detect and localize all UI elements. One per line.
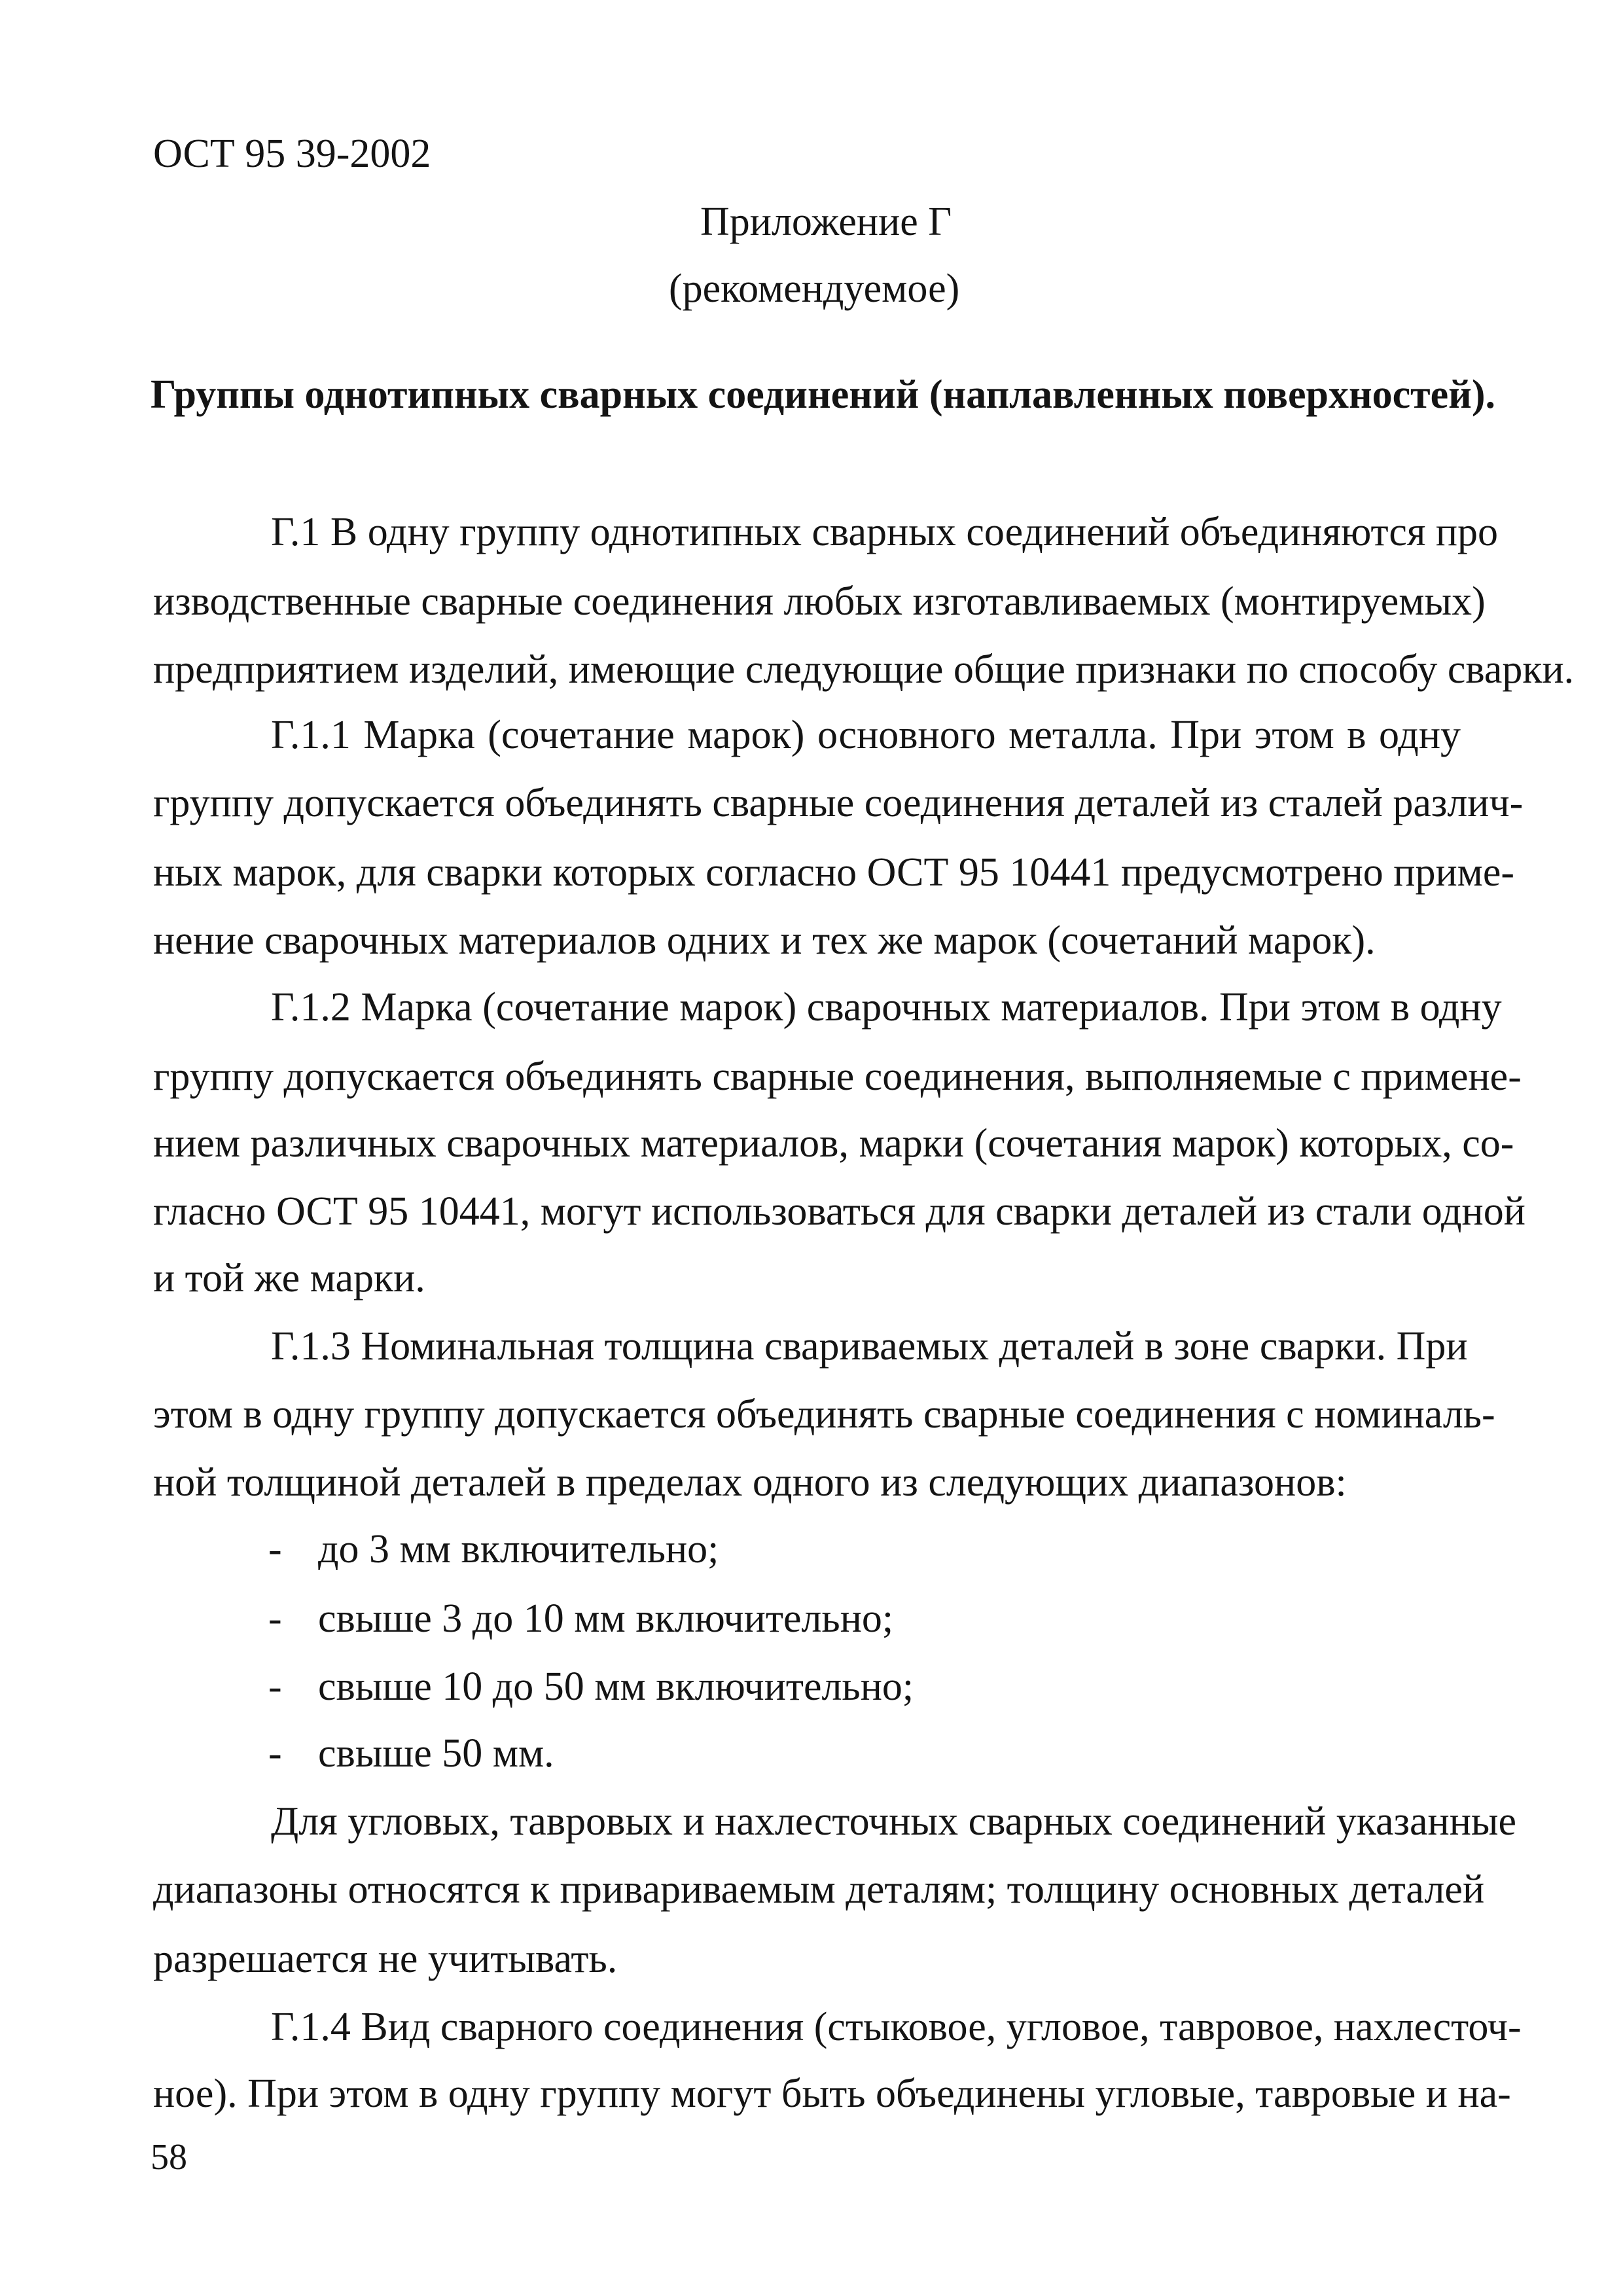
appendix-status: (рекомендуемое) — [669, 266, 960, 311]
paragraph-line: изводственные сварные соединения любых изготавливаемых (монтируемых) — [153, 579, 1486, 624]
paragraph-line: группу допускается объединять сварные соединения деталей из сталей различ- — [153, 781, 1524, 825]
paragraph-line: нение сварочных материалов одних и тех же марок (сочетаний марок). — [153, 918, 1376, 963]
paragraph-line: группу допускается объединять сварные соединения, выполняемые с примене- — [153, 1054, 1522, 1099]
list-item: свыше 10 до 50 мм включительно; — [318, 1664, 914, 1709]
page-number: 58 — [151, 2137, 187, 2178]
paragraph-line: разрешается не учитывать. — [153, 1937, 618, 1981]
paragraph-line: Для угловых, тавровых и нахлесточных сварных соединений указанные — [271, 1799, 1517, 1844]
paragraph-line: Г.1.1 Марка (сочетание марок) основного металла. При этом в одну — [271, 713, 1461, 757]
paragraph-line: и той же марки. — [153, 1256, 425, 1300]
list-bullet: - — [268, 1527, 282, 1571]
list-item: свыше 50 мм. — [318, 1731, 554, 1776]
paragraph-line: предприятием изделий, имеющие следующие общие признаки по способу сварки. — [153, 647, 1575, 692]
paragraph-line: Г.1.2 Марка (сочетание марок) сварочных материалов. При этом в одну — [271, 985, 1502, 1030]
paragraph-line: ных марок, для сварки которых согласно ОСТ 95 10441 предусмотрено приме- — [153, 850, 1515, 895]
appendix-heading: Группы однотипных сварных соединений (наплавленных поверхностей). — [151, 372, 1496, 417]
paragraph-line: ное). При этом в одну группу могут быть объединены угловые, тавровые и на- — [153, 2072, 1511, 2116]
appendix-title: Приложение Г — [700, 200, 952, 244]
paragraph-line: гласно ОСТ 95 10441, могут использоваться для сварки деталей из стали одной — [153, 1189, 1525, 1234]
paragraph-line: ной толщиной деталей в пределах одного из следующих диапазонов: — [153, 1460, 1347, 1505]
document-code: ОСТ 95 39-2002 — [153, 132, 431, 176]
paragraph-line: этом в одну группу допускается объединять сварные соединения с номиналь- — [153, 1392, 1495, 1437]
paragraph-line: Г.1 В одну группу однотипных сварных соединений объединяются про — [271, 510, 1499, 554]
list-item: свыше 3 до 10 мм включительно; — [318, 1596, 894, 1641]
paragraph-line: Г.1.3 Номинальная толщина свариваемых деталей в зоне сварки. При — [271, 1324, 1468, 1369]
paragraph-line: Г.1.4 Вид сварного соединения (стыковое, угловое, тавровое, нахлесточ- — [271, 2005, 1522, 2049]
paragraph-line: нием различных сварочных материалов, марки (сочетания марок) которых, со- — [153, 1121, 1514, 1166]
paragraph-line: диапазоны относятся к привариваемым деталям; толщину основных деталей — [153, 1867, 1485, 1912]
list-bullet: - — [268, 1731, 282, 1776]
list-item: до 3 мм включительно; — [318, 1527, 719, 1571]
list-bullet: - — [268, 1596, 282, 1641]
list-bullet: - — [268, 1664, 282, 1709]
